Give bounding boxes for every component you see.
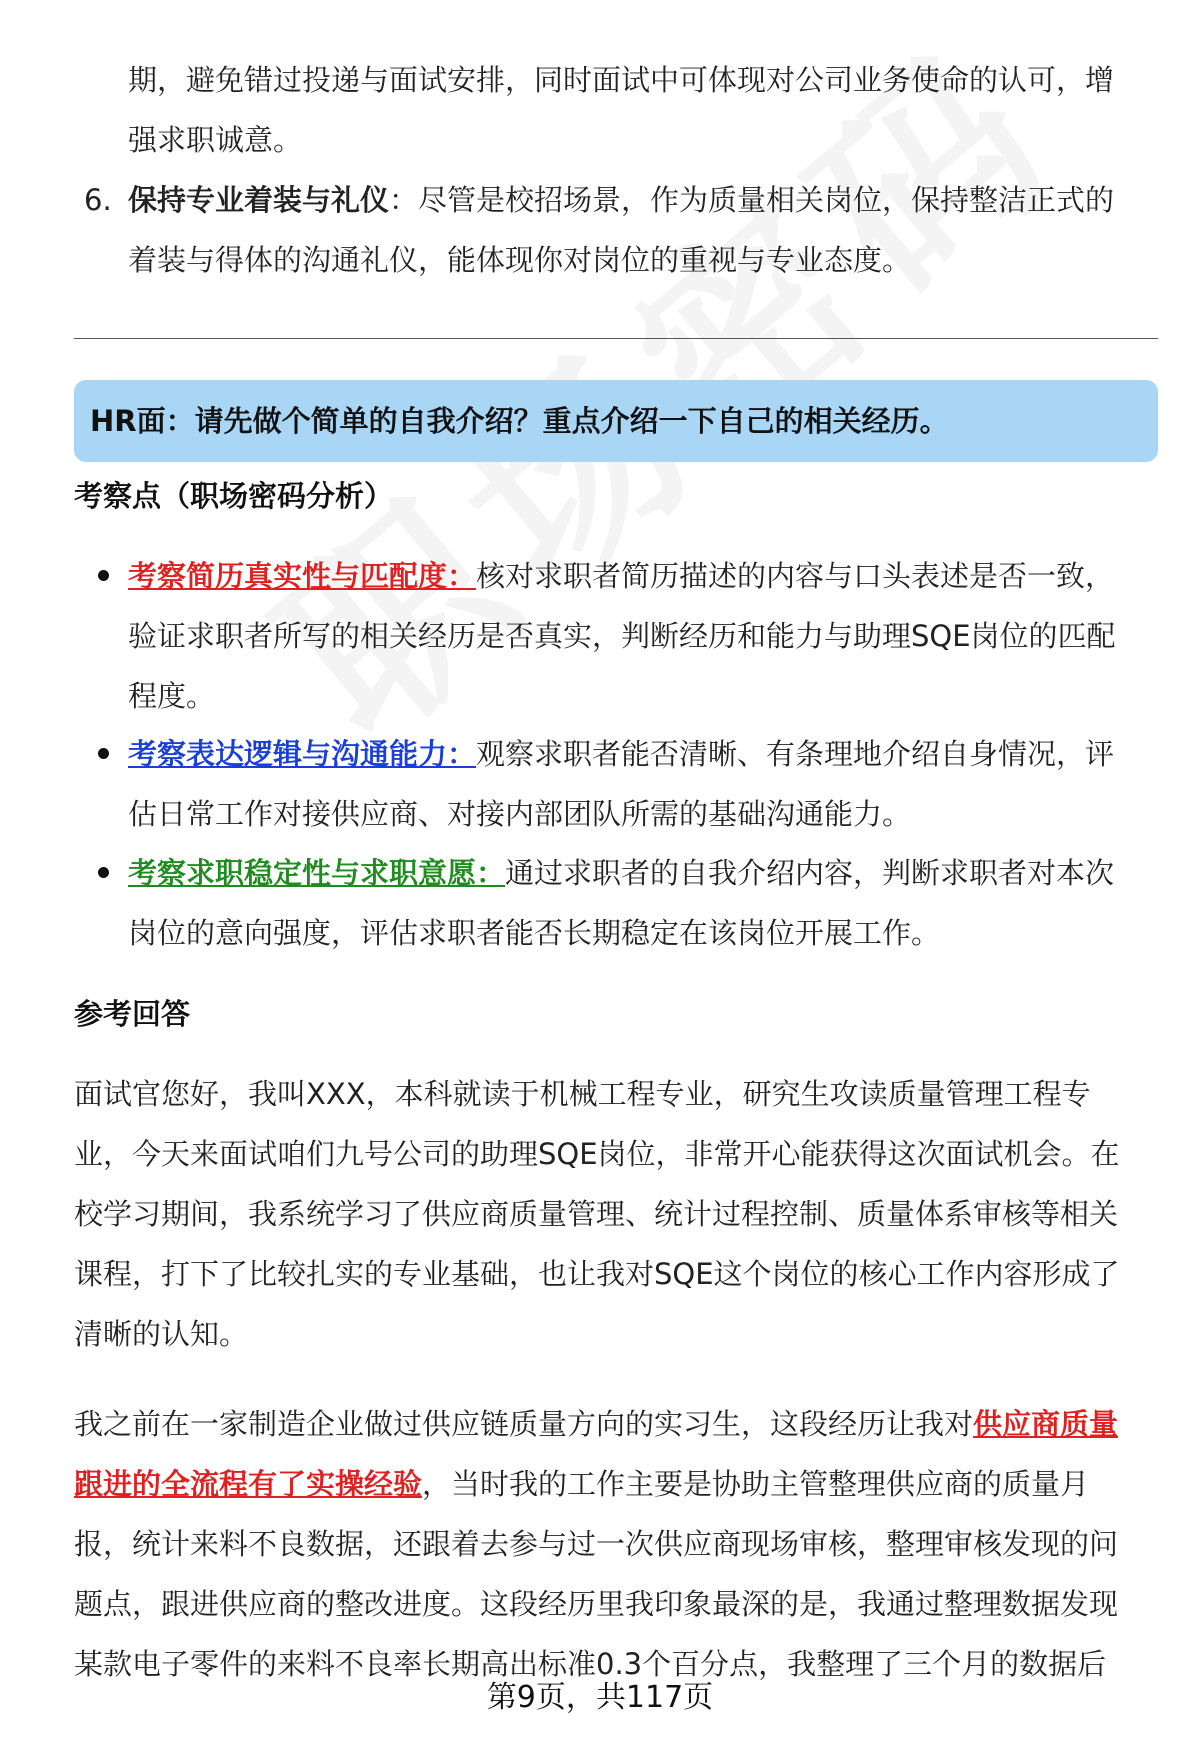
answer-highlight: 跟进的全流程有了实操经验 xyxy=(74,1467,423,1501)
list-item-6-line-2: 着装与得体的沟通礼仪，能体现你对岗位的重视与专业态度。 xyxy=(128,243,912,277)
answer-para-2-text: 我之前在一家制造企业做过供应链质量方向的实习生，这段经历让我对 xyxy=(74,1407,974,1441)
bullet-3-label: 考察求职稳定性与求职意愿： xyxy=(128,856,506,890)
intro-line-2: 强求职诚意。 xyxy=(128,123,303,157)
list-item-6 xyxy=(128,180,1114,220)
bullet-1-text: 核对求职者简历描述的内容与口头表述是否一致， xyxy=(476,559,1115,593)
answer-highlight: 供应商质量 xyxy=(973,1407,1119,1441)
bullet-dot xyxy=(98,570,109,581)
bullet-1-line-2: 验证求职者所写的相关经历是否真实，判断经历和能力与助理SQE岗位的匹配 xyxy=(128,619,1116,653)
bullet-1-label: 考察简历真实性与匹配度： xyxy=(128,559,477,593)
bullet-1-line-1 xyxy=(128,556,1114,596)
bullet-1-line-3: 程度。 xyxy=(128,679,216,713)
answer-para-1-line-1: 面试官您好，我叫XXX，本科就读于机械工程专业，研究生攻读质量管理工程专 xyxy=(74,1077,1091,1111)
answer-para-1-line-3: 校学习期间，我系统学习了供应商质量管理、统计过程控制、质量体系审核等相关 xyxy=(74,1197,1119,1231)
answer-heading: 参考回答 xyxy=(74,997,191,1031)
assessment-heading: 考察点（职场密码分析） xyxy=(74,479,394,513)
bullet-3-line-1 xyxy=(128,853,1114,893)
answer-para-1-line-5: 清晰的认知。 xyxy=(74,1317,249,1351)
answer-para-2-line-5: 某款电子零件的来料不良率长期高出标准0.3个百分点，我整理了三个月的数据后 xyxy=(74,1647,1107,1681)
answer-para-1-line-4: 课程，打下了比较扎实的专业基础，也让我对SQE这个岗位的核心工作内容形成了 xyxy=(74,1257,1120,1291)
page-number: 第9页，共117页 xyxy=(486,1680,714,1715)
answer-para-1-line-2: 业，今天来面试咱们九号公司的助理SQE岗位，非常开心能获得这次面试机会。在 xyxy=(74,1137,1120,1171)
bullet-dot xyxy=(98,748,109,759)
bullet-2-text: 观察求职者能否清晰、有条理地介绍自身情况，评 xyxy=(476,737,1115,771)
answer-para-2-line-3: 报，统计来料不良数据，还跟着去参与过一次供应商现场审核，整理审核发现的问 xyxy=(74,1527,1119,1561)
answer-para-2-line-2 xyxy=(74,1464,1089,1504)
list-item-title: 保持专业着装与礼仪 xyxy=(128,183,390,217)
bullet-2-label: 考察表达逻辑与沟通能力： xyxy=(128,737,477,771)
question-text: HR面：请先做个简单的自我介绍？重点介绍一下自己的相关经历。 xyxy=(90,404,949,438)
bullet-2-line-2: 估日常工作对接供应商、对接内部团队所需的基础沟通能力。 xyxy=(128,797,912,831)
list-number: 6. xyxy=(84,183,112,217)
bullet-3-text: 通过求职者的自我介绍内容，判断求职者对本次 xyxy=(505,856,1115,890)
intro-line-1: 期，避免错过投递与面试安排，同时面试中可体现对公司业务使命的认可，增 xyxy=(128,63,1115,97)
section-divider xyxy=(74,338,1158,339)
bullet-2-line-1 xyxy=(128,734,1114,774)
bullet-3-line-2: 岗位的意向强度，评估求职者能否长期稳定在该岗位开展工作。 xyxy=(128,916,941,950)
answer-para-2-text: ，当时我的工作主要是协助主管整理供应商的质量月 xyxy=(422,1467,1090,1501)
answer-para-2-line-4: 题点，跟进供应商的整改进度。这段经历里我印象最深的是，我通过整理数据发现 xyxy=(74,1587,1119,1621)
answer-para-2-line-1 xyxy=(74,1404,1118,1444)
list-item-text: 尽管是校招场景，作为质量相关岗位，保持整洁正式的 xyxy=(418,183,1115,217)
bullet-dot xyxy=(98,867,109,878)
list-item-colon: ： xyxy=(389,183,419,217)
question-box xyxy=(74,380,1158,462)
